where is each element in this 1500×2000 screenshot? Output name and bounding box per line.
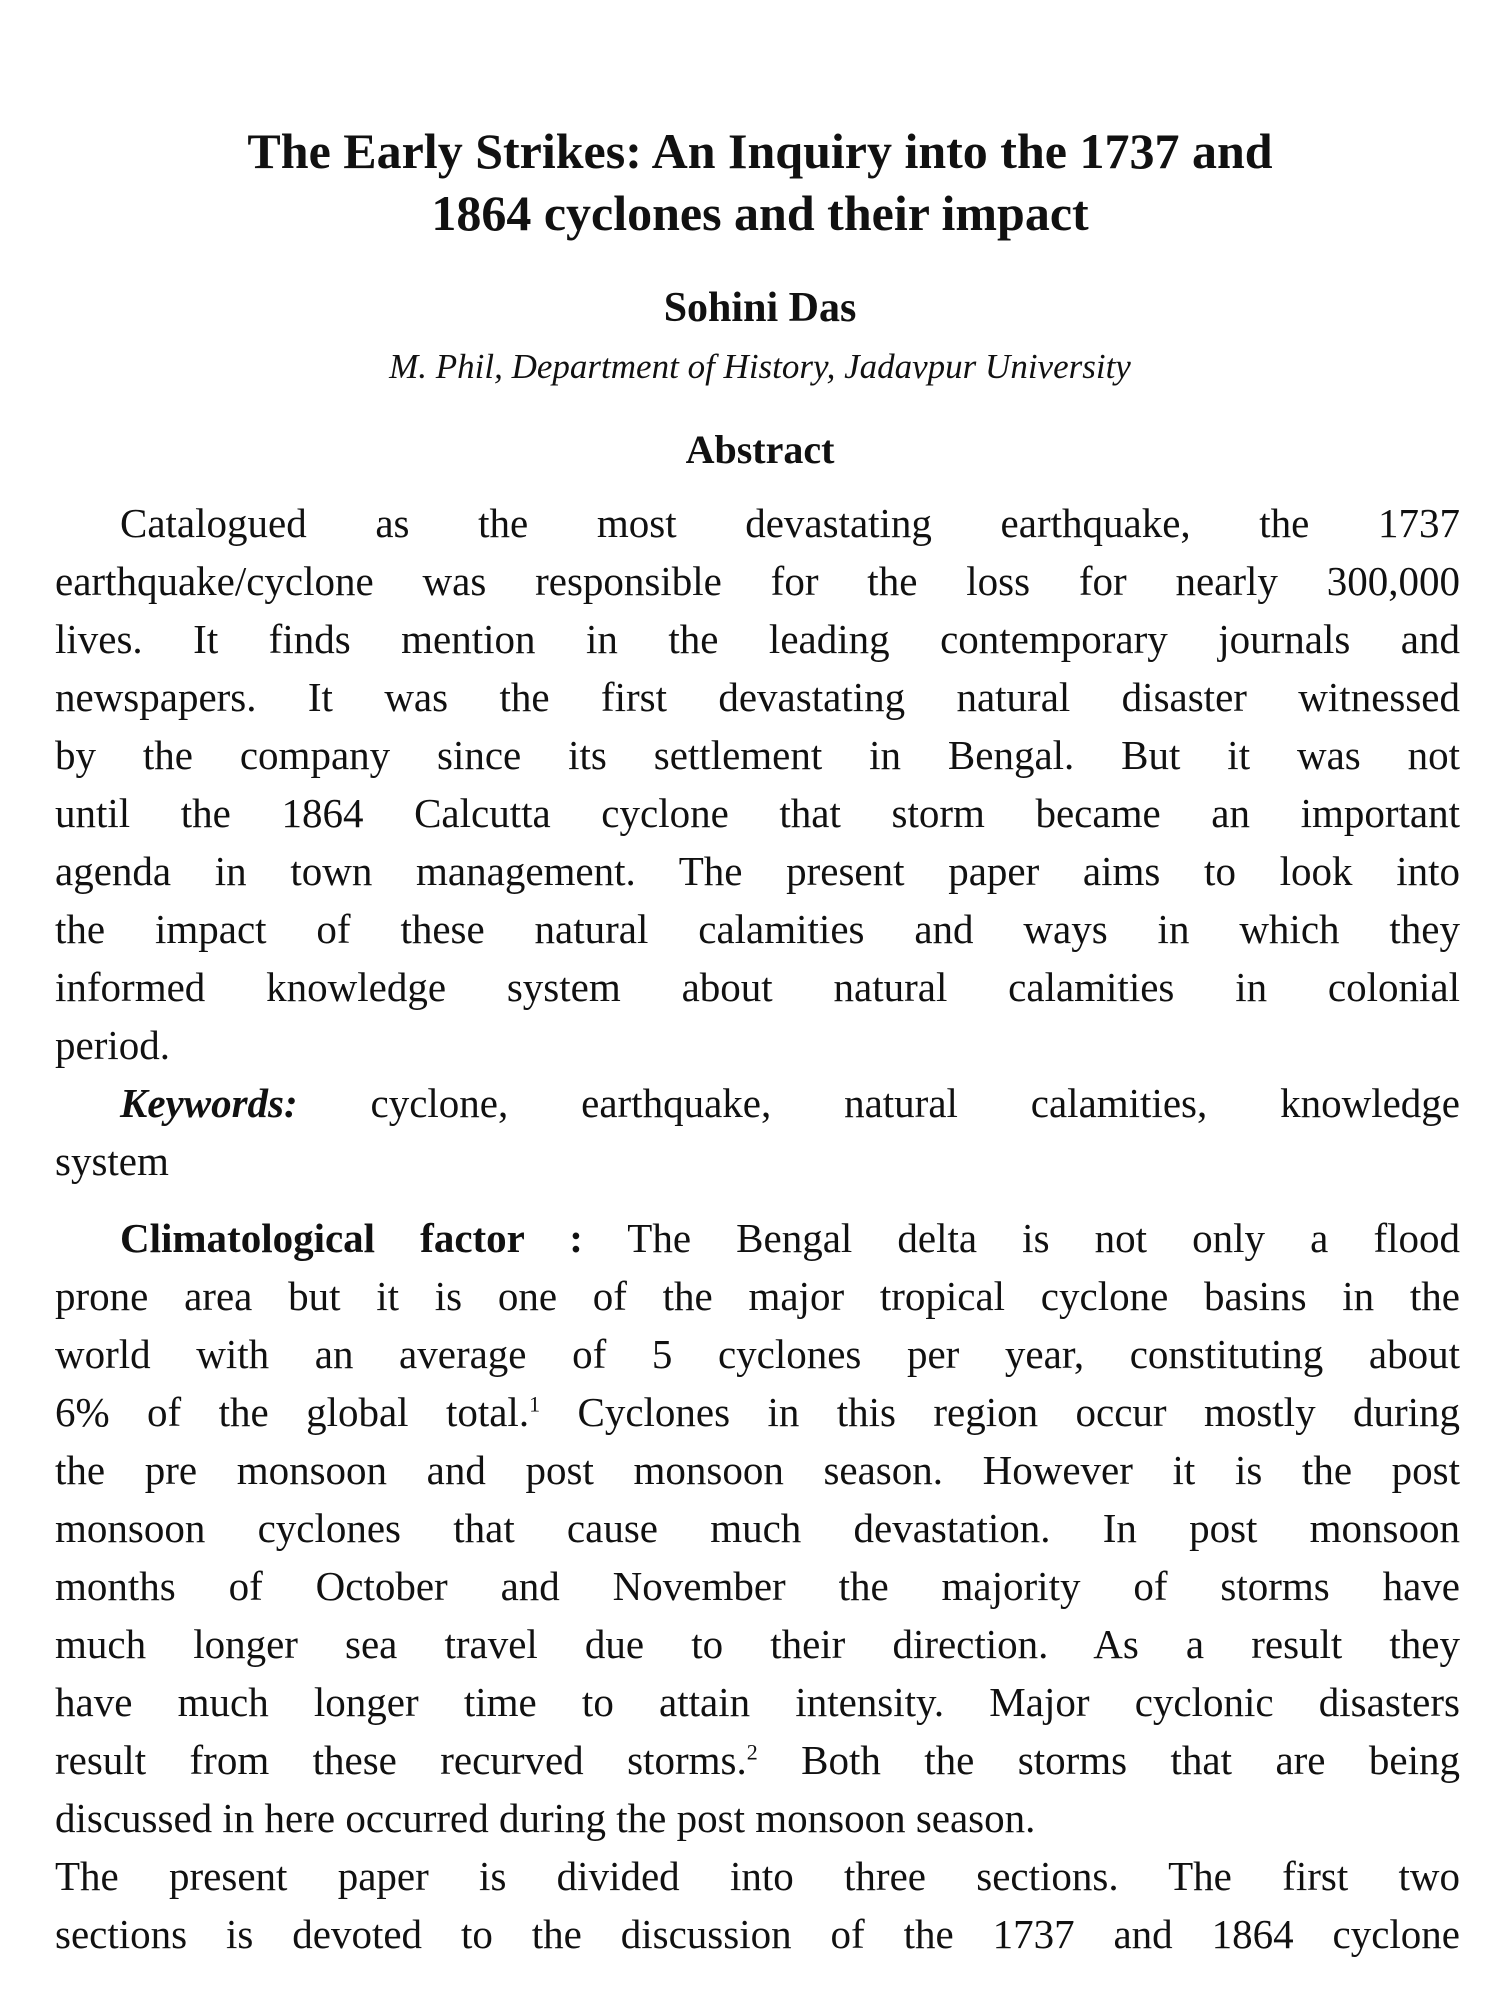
body-line: sections is devoted to the discussion of the 1737 and 1864 cyclone	[55, 1911, 1460, 1957]
body-line-10-after: Both the storms that are being	[757, 1737, 1460, 1783]
keywords-continuation: system	[55, 1138, 169, 1184]
abstract-line: newspapers. It was the first devastating natural disaster witnessed	[55, 674, 1460, 720]
body-line-4-after: Cyclones in this region occur mostly during	[540, 1389, 1461, 1435]
body-line: the pre monsoon and post monsoon season. However it is the post	[55, 1447, 1460, 1493]
section-label: Climatological factor :	[120, 1215, 583, 1261]
abstract-line: lives. It finds mention in the leading contemporary journals and	[55, 616, 1460, 662]
body-line-1-text: The Bengal delta is not only a flood	[582, 1215, 1461, 1261]
abstract-line: earthquake/cyclone was responsible for the loss for nearly 300,000	[55, 558, 1460, 604]
abstract-heading: Abstract	[685, 427, 835, 472]
abstract-line: informed knowledge system about natural calamities in colonial	[55, 964, 1460, 1010]
body-line: prone area but it is one of the major tropical cyclone basins in the	[55, 1273, 1460, 1319]
body-line: have much longer time to attain intensity. Major cyclonic disasters	[55, 1679, 1460, 1725]
title-line-1: The Early Strikes: An Inquiry into the 1737 and	[247, 123, 1273, 179]
keywords-label: Keywords:	[120, 1080, 298, 1126]
body-line: much longer sea travel due to their direction. As a result they	[55, 1621, 1460, 1667]
footnote-marker: 1	[529, 1391, 541, 1417]
title-line-2: 1864 cyclones and their impact	[431, 185, 1089, 241]
abstract-line: agenda in town management. The present paper aims to look into	[55, 848, 1460, 894]
author-affiliation: M. Phil, Department of History, Jadavpur University	[389, 347, 1131, 386]
abstract-line: Catalogued as the most devastating earthquake, the 1737	[120, 500, 1460, 546]
abstract-line: by the company since its settlement in Bengal. But it was not	[55, 732, 1460, 778]
body-line-10-before: result from these recurved storms.	[55, 1737, 747, 1783]
paper-title	[60, 120, 1460, 244]
body-line: The present paper is divided into three sections. The first two	[55, 1853, 1460, 1899]
body-line: world with an average of 5 cyclones per year, constituting about	[55, 1331, 1460, 1377]
abstract-line: the impact of these natural calamities and ways in which they	[55, 906, 1460, 952]
abstract-line: until the 1864 Calcutta cyclone that storm became an important	[55, 790, 1460, 836]
keywords-line	[120, 1078, 1460, 1128]
body-line: monsoon cyclones that cause much devastation. In post monsoon	[55, 1505, 1460, 1551]
body-line	[120, 1213, 1460, 1263]
body-line	[55, 1387, 1460, 1437]
author-name: Sohini Das	[663, 285, 857, 331]
abstract-line: period.	[55, 1022, 170, 1068]
body-line: months of October and November the majority of storms have	[55, 1563, 1460, 1609]
body-line	[55, 1735, 1460, 1785]
footnote-marker: 2	[746, 1739, 758, 1765]
keywords-text: cyclone, earthquake, natural calamities, knowledge	[297, 1080, 1460, 1126]
body-line: discussed in here occurred during the post monsoon season.	[55, 1795, 1036, 1841]
body-line-4-before: 6% of the global total.	[55, 1389, 530, 1435]
